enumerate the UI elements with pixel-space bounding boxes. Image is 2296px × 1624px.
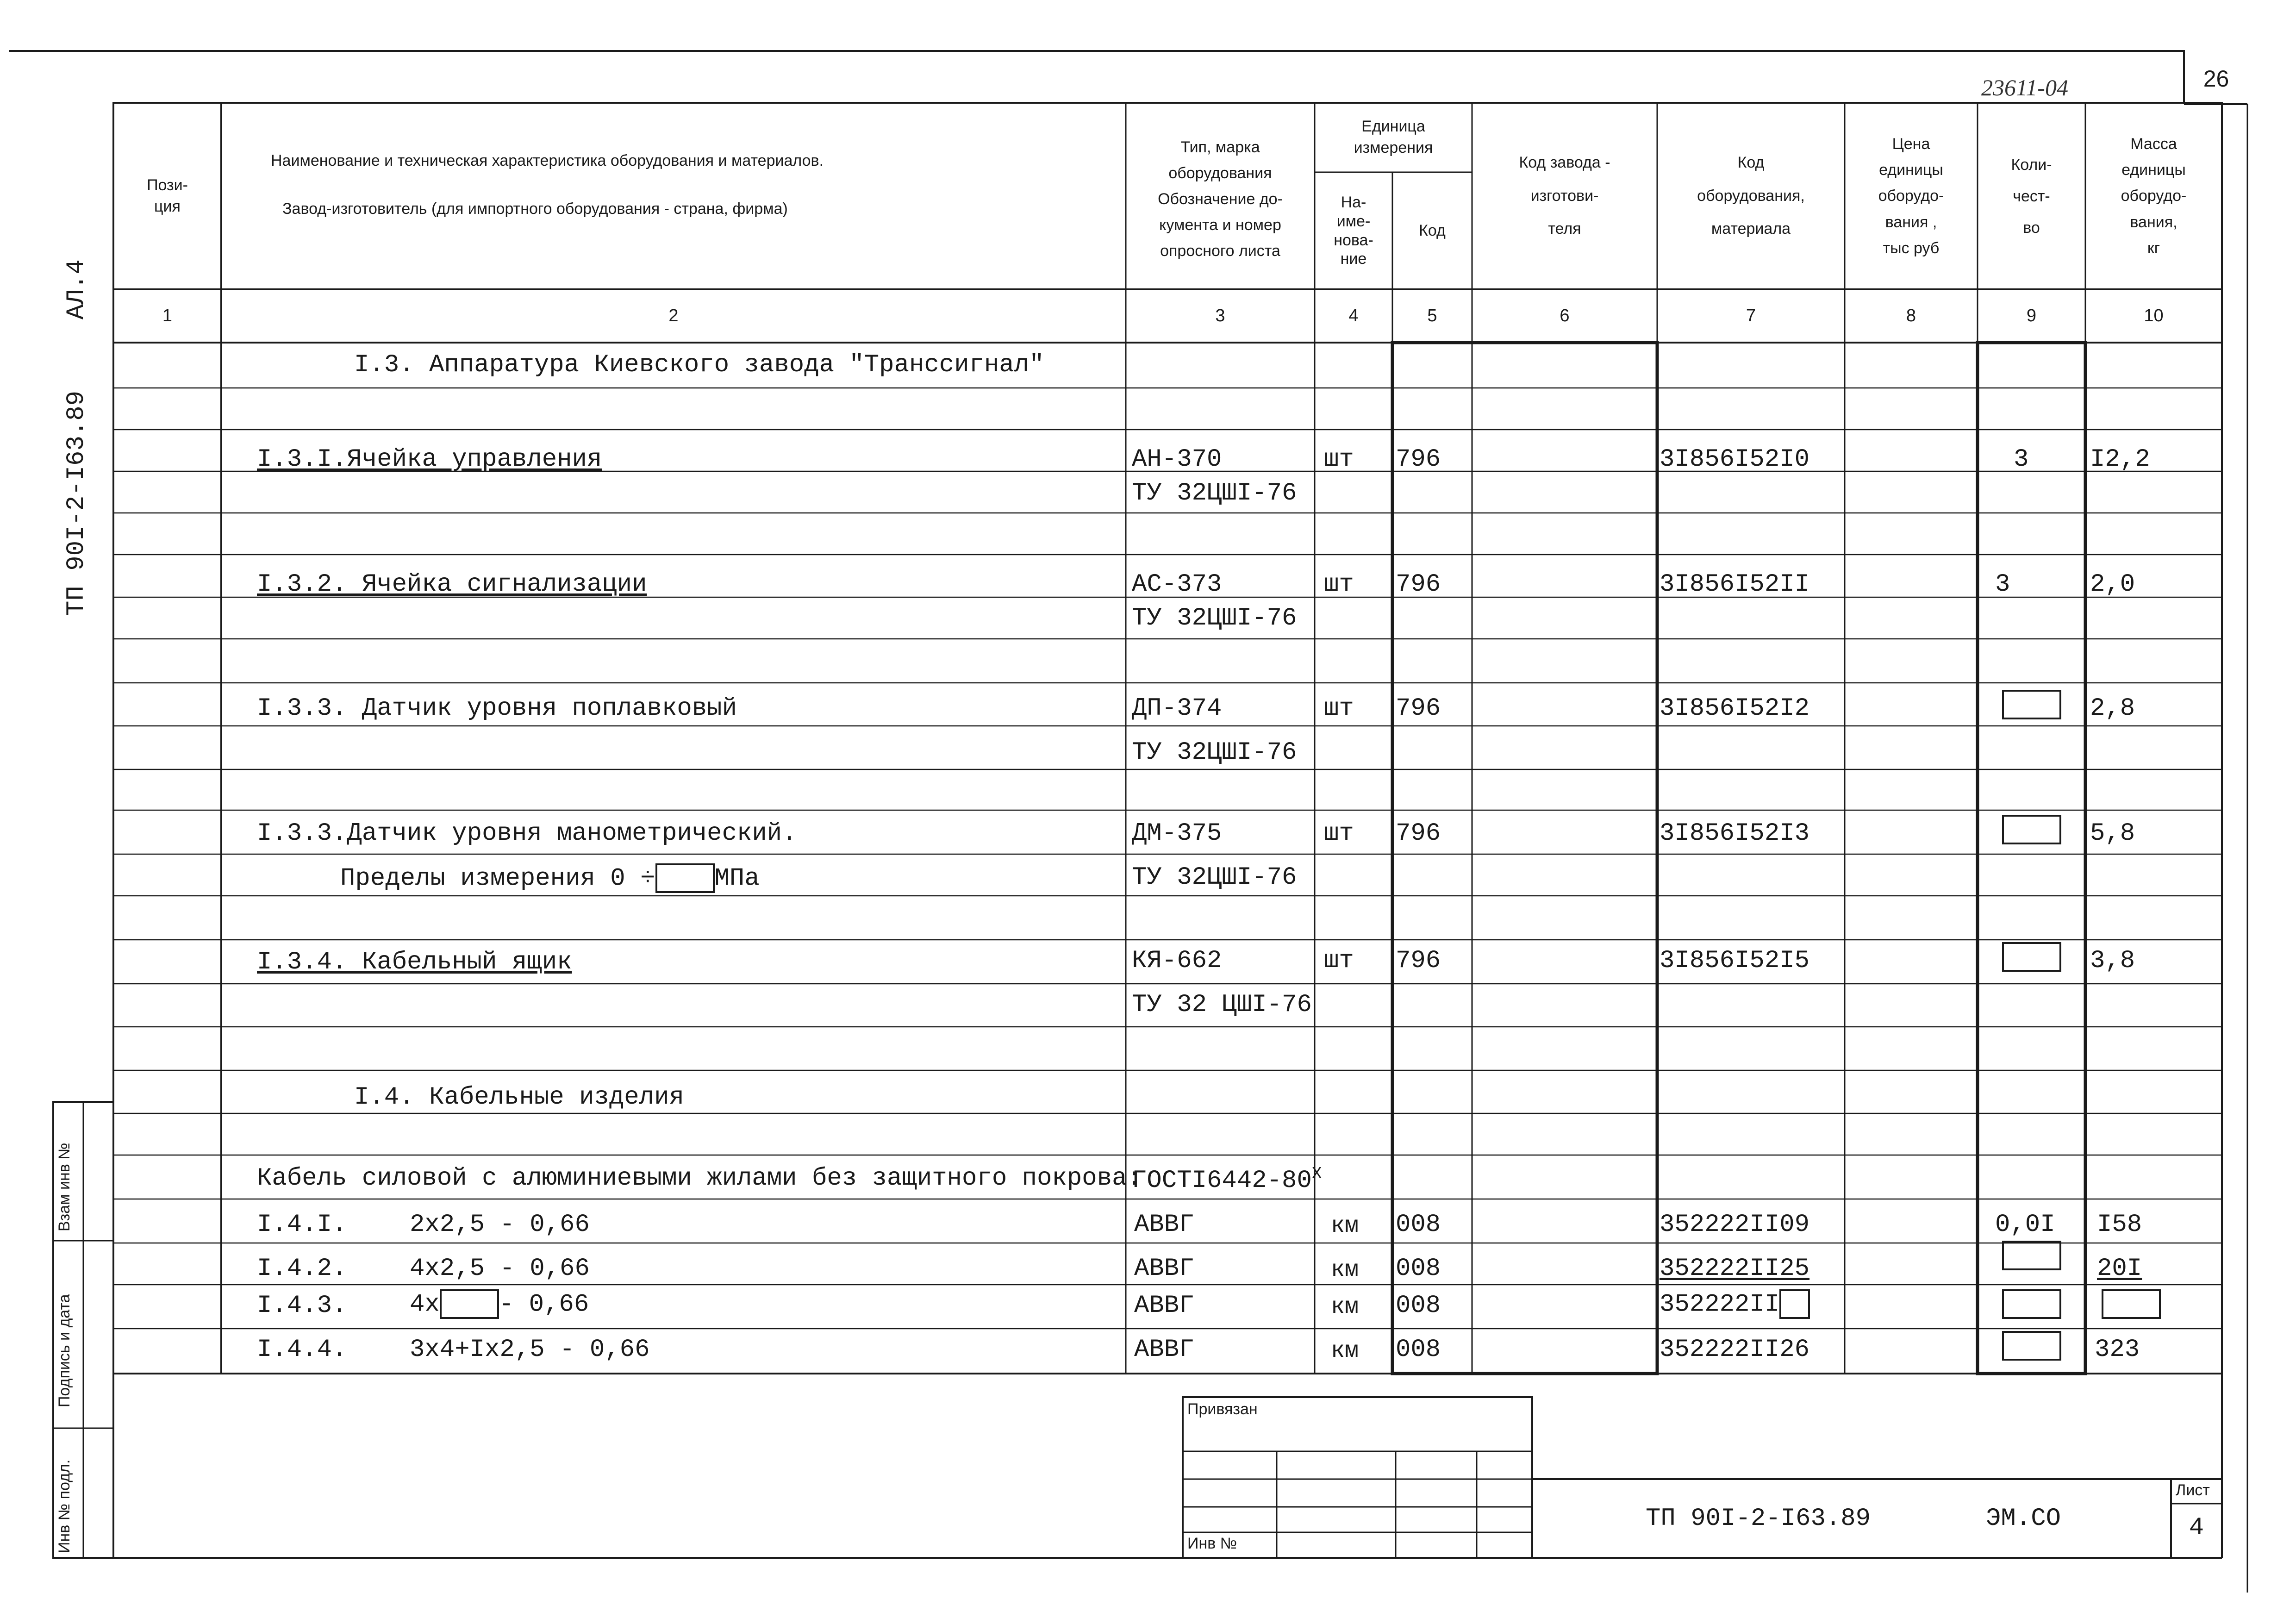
cable-unit: км xyxy=(1331,1294,1359,1320)
item-type: АС-373 xyxy=(1132,570,1222,599)
item-code: 796 xyxy=(1396,445,1441,474)
cable-unit: км xyxy=(1331,1257,1359,1283)
stamp-mark: ЭМ.СО xyxy=(1986,1505,2061,1533)
cable-type: АВВГ xyxy=(1134,1336,1194,1364)
cable-pos: I.4.2. xyxy=(257,1255,347,1283)
blank-box xyxy=(2002,1241,2061,1270)
blank-box xyxy=(655,863,715,893)
item-qty-box xyxy=(2002,942,2061,972)
col-num-2: 2 xyxy=(668,306,679,325)
cable-code: 008 xyxy=(1396,1255,1441,1283)
header-price: Цена единицы оборудо- вания , тыс руб xyxy=(1878,135,1944,257)
stamp-sheet-label: Лист xyxy=(2176,1481,2210,1499)
item-type: ДП-374 xyxy=(1132,694,1222,723)
cable-spec: 2х2,5 - 0,66 xyxy=(410,1211,590,1239)
cable-mass: 20I xyxy=(2097,1255,2142,1283)
cable-pos: I.4.3. xyxy=(257,1292,347,1320)
item-qty: 3 xyxy=(1995,570,2010,599)
item-name: I.3.3. Датчик уровня поплавковый xyxy=(257,694,737,723)
header-unit-code: Код xyxy=(1419,221,1446,239)
cable-equip-code: 352222II25 xyxy=(1660,1255,1810,1283)
item-unit: шт xyxy=(1324,445,1354,474)
item-equip-code: 3I856I52I3 xyxy=(1660,819,1810,848)
side-label-sign: Подпись и дата xyxy=(56,1294,73,1407)
item-mass: 3,8 xyxy=(2090,947,2135,975)
item-equip-code: 3I856I52I0 xyxy=(1660,445,1810,474)
range-unit: МПа xyxy=(714,864,760,893)
col-num-4: 4 xyxy=(1348,306,1359,325)
cable-unit: км xyxy=(1331,1213,1359,1239)
item-equip-code: 3I856I52I2 xyxy=(1660,694,1810,723)
cable-type: АВВГ xyxy=(1134,1292,1194,1320)
header-position: Пози- ция xyxy=(147,176,188,215)
item-doc: ТУ 32ЦШI-76 xyxy=(1132,604,1297,632)
cable-mass-box xyxy=(2102,1289,2161,1319)
range-line xyxy=(340,863,760,893)
cable-spec: 3х4+Iх2,5 - 0,66 xyxy=(410,1336,650,1364)
cable-type: АВВГ xyxy=(1134,1211,1194,1239)
item-doc: ТУ 32ЦШI-76 xyxy=(1132,479,1297,507)
cable-pos: I.4.4. xyxy=(257,1336,347,1364)
item-name: I.3.3.Датчик уровня манометрический. xyxy=(257,819,797,848)
cable-equip-code: 352222II09 xyxy=(1660,1211,1810,1239)
item-type: КЯ-662 xyxy=(1132,947,1222,975)
cable-mass: I58 xyxy=(2097,1211,2142,1239)
blank-box xyxy=(1779,1289,1810,1319)
blank-box xyxy=(2002,1331,2061,1361)
blank-box xyxy=(2002,942,2061,972)
side-sheet-ref: АЛ.4 xyxy=(62,259,91,319)
item-code: 796 xyxy=(1396,570,1441,599)
section-title: I.4. Кабельные изделия xyxy=(354,1083,684,1112)
stamp-sheet: 4 xyxy=(2189,1513,2204,1542)
blank-box xyxy=(2002,1289,2061,1319)
item-unit: шт xyxy=(1324,947,1354,975)
cable-qty-box xyxy=(2002,1331,2061,1361)
archive-number: 23611-04 xyxy=(1981,75,2068,100)
stamp-inv: Инв № xyxy=(1187,1535,1237,1552)
cable-qty: 0,0I xyxy=(1995,1211,2055,1239)
col-num-6: 6 xyxy=(1560,306,1570,325)
cable-equip-code-text: 352222II xyxy=(1660,1290,1780,1319)
item-name: I.3.4. Кабельный ящик xyxy=(257,948,572,976)
item-code: 796 xyxy=(1396,819,1441,848)
stamp-bound: Привязан xyxy=(1187,1400,1258,1418)
item-mass: 2,8 xyxy=(2090,694,2135,723)
item-qty-box xyxy=(2002,690,2061,719)
item-code: 796 xyxy=(1396,694,1441,723)
item-unit: шт xyxy=(1324,819,1354,848)
section-title: I.3. Аппаратура Киевского завода "Транссигнал" xyxy=(354,351,1044,379)
header-name-line1: Наименование и техническая характеристика оборудования и материалов. xyxy=(271,152,824,169)
cable-standard xyxy=(1132,1164,1322,1195)
header-quantity: Коли- чест- во xyxy=(2011,156,2052,237)
cable-mass: 323 xyxy=(2095,1336,2140,1364)
stamp-doc-code: ТП 90I-2-I63.89 xyxy=(1646,1505,1871,1533)
col-num-1: 1 xyxy=(162,306,173,325)
header-name-line2: Завод-изготовитель (для импортного оборудования - страна, фирма) xyxy=(282,200,788,218)
cable-type: АВВГ xyxy=(1134,1255,1194,1283)
col-num-9: 9 xyxy=(2026,306,2037,325)
blank-box xyxy=(2002,815,2061,844)
blank-box xyxy=(440,1289,499,1319)
item-qty: 3 xyxy=(2014,445,2029,474)
header-equipment-code: Код оборудования, материала xyxy=(1697,154,1805,238)
item-name: I.3.I.Ячейка управления xyxy=(257,445,602,474)
col-num-10: 10 xyxy=(2144,306,2164,325)
cable-standard-code: ГОСТI6442-80 xyxy=(1132,1167,1312,1195)
col-num-8: 8 xyxy=(1906,306,1916,325)
col-num-5: 5 xyxy=(1427,306,1437,325)
range-prefix: Пределы измерения 0 ÷ xyxy=(340,864,655,893)
cable-code: 008 xyxy=(1396,1292,1441,1320)
blank-box xyxy=(2102,1289,2161,1319)
header-unit-name: На- име- нова- ние xyxy=(1334,193,1373,268)
item-mass: I2,2 xyxy=(2090,445,2150,474)
cable-code: 008 xyxy=(1396,1336,1441,1364)
cable-qty-box xyxy=(2002,1289,2061,1319)
page-number: 26 xyxy=(2203,66,2229,92)
side-code: ТП 90I-2-I63.89 xyxy=(62,390,91,616)
item-code: 796 xyxy=(1396,947,1441,975)
col-num-3: 3 xyxy=(1215,306,1225,325)
item-qty-box xyxy=(2002,815,2061,844)
side-label-replace: Взам инв № xyxy=(56,1143,73,1231)
header-factory-code: Код завода - изготови- теля xyxy=(1519,154,1610,238)
col-num-7: 7 xyxy=(1746,306,1756,325)
cable-equip-code xyxy=(1660,1289,1810,1319)
item-type: ДМ-375 xyxy=(1132,819,1222,848)
cable-spec-pre: 4х xyxy=(410,1290,440,1319)
item-mass: 5,8 xyxy=(2090,819,2135,848)
cable-standard-sup: Х xyxy=(1311,1164,1322,1183)
header-type: Тип, марка оборудования Обозначение до- кумента и номер опросного листа xyxy=(1158,138,1283,260)
item-name: I.3.2. Ячейка сигнализации xyxy=(257,570,647,599)
header-unit: Единица измерения xyxy=(1354,118,1433,156)
header-mass: Масса единицы оборудо- вания, кг xyxy=(2121,135,2187,257)
cable-qty-box xyxy=(2002,1241,2061,1270)
item-doc: ТУ 32ЦШI-76 xyxy=(1132,863,1297,892)
blank-box xyxy=(2002,690,2061,719)
cable-code: 008 xyxy=(1396,1211,1441,1239)
item-unit: шт xyxy=(1324,570,1354,599)
cable-pos: I.4.I. xyxy=(257,1211,347,1239)
item-doc: ТУ 32ЦШI-76 xyxy=(1132,738,1297,767)
item-equip-code: 3I856I52II xyxy=(1660,570,1810,599)
cable-spec xyxy=(410,1289,589,1319)
cable-equip-code: 352222II26 xyxy=(1660,1336,1810,1364)
item-type: АН-370 xyxy=(1132,445,1222,474)
item-unit: шт xyxy=(1324,694,1354,723)
item-mass: 2,0 xyxy=(2090,570,2135,599)
cable-spec-post: - 0,66 xyxy=(499,1290,589,1319)
item-equip-code: 3I856I52I5 xyxy=(1660,947,1810,975)
item-doc: ТУ 32 ЦШI-76 xyxy=(1132,991,1312,1019)
cable-unit: км xyxy=(1331,1338,1359,1364)
cable-heading: Кабель силовой с алюминиевыми жилами без защитного покрова: xyxy=(257,1164,1142,1193)
cable-spec: 4х2,5 - 0,66 xyxy=(410,1255,590,1283)
side-label-inv: Инв № подл. xyxy=(56,1459,73,1553)
